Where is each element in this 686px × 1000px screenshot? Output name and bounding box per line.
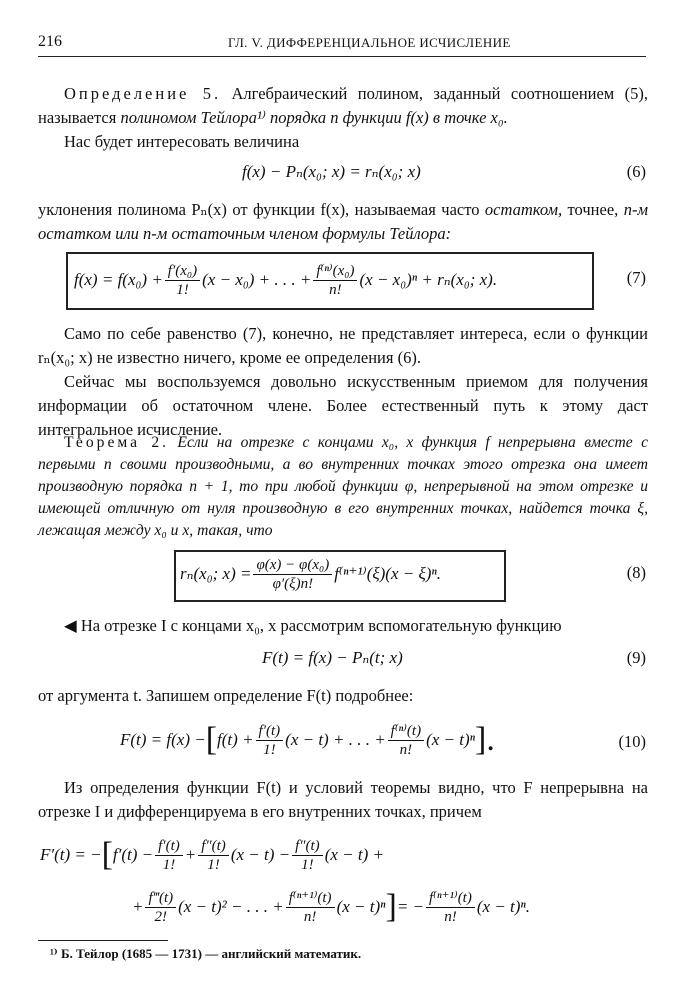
para-self: Само по себе равенство (7), конечно, не представляет интереса, если о функции rₙ(x₀; x) не известно ничего, кроме ее определения (6). (38, 324, 648, 367)
equation-7 (74, 258, 497, 302)
eq10-tail: (x − t)ⁿ (426, 730, 476, 749)
eq8-frac-num: φ(x) − φ(x₀) (253, 556, 332, 575)
para-method: Сейчас мы воспользуемся довольно искусственным приемом для получения информации об остаточном члене. Более естественный путь к этому даст интегральное исчисление. (38, 372, 648, 439)
deviation-italic-2: n-м остатком или n-м остаточным членом формулы Тейлора: (38, 200, 648, 243)
running-header (38, 30, 646, 57)
eq7-frac2-den: n! (329, 281, 342, 298)
deviation-italic-1: остатком, (484, 200, 563, 219)
footnote-rule (38, 940, 168, 941)
eq11-f1-den: 1! (162, 856, 176, 873)
eq7-fraction-2 (313, 262, 357, 299)
eq11-fraction-2 (198, 837, 229, 874)
eq11-line2-a: + (132, 897, 144, 916)
eq11-f4-num: f‴(t) (145, 889, 176, 908)
equation-10-number: (10) (618, 732, 646, 751)
eq11-f4-den: 2! (154, 908, 168, 925)
eq11-fraction-4 (145, 889, 176, 926)
eq11-line1-a: f′(t) − (112, 845, 154, 864)
eq11-f3-den: 1! (301, 856, 314, 873)
deviation-text-1: уклонения полинома Pₙ(x) от функции f(x), называемая часто (38, 200, 485, 219)
para-argument: от аргумента t. Запишем определение F(t) подробнее: (38, 686, 414, 705)
eq11-f5-den: n! (303, 908, 317, 925)
eq7-fraction-1 (165, 262, 200, 299)
definition-text: Алгебраический полином, заданный соотношением (5), называется (38, 84, 648, 127)
eq10-lhs: F(t) = f(x) − (120, 730, 206, 749)
theorem-2 (38, 432, 648, 542)
eq10-fraction-1 (256, 722, 284, 759)
definition-label: Определение 5. (64, 84, 222, 103)
eq11-line1-b: + (184, 845, 197, 864)
eq10-frac2-num: f⁽ⁿ⁾(t) (388, 722, 424, 741)
eq7-frac1-num: f′(x₀) (165, 262, 200, 281)
eq7-frac2-num: f⁽ⁿ⁾(x₀) (313, 262, 357, 281)
equation-7-number: (7) (626, 268, 646, 287)
eq10-mid: (x − t) + . . . + (285, 730, 386, 749)
para-interest: Нас будет интересовать величина (64, 132, 300, 151)
eq10-frac1-den: 1! (263, 741, 276, 758)
equation-10: F(t) = f(x) − [ f(t) + $\frac{f'(t)}{1!}$ (x − t) + . . . + $\frac{\text{f⁽ⁿ⁾(t)}}{n!}$ (x − t)ⁿ ]. (120, 721, 495, 758)
equation-9: F(t) = f(x) − Pₙ(t; x) (262, 648, 403, 667)
definition-5 (38, 82, 648, 130)
footnote: ¹⁾ Б. Тейлор (1685 — 1731) — английский математик. (50, 946, 362, 961)
eq8-frac-den: φ′(ξ)n! (272, 575, 314, 592)
definition-italic: полиномом Тейлора¹⁾ порядка n функции f(x) в точке x₀. (120, 108, 508, 127)
eq10-frac2-den: n! (399, 741, 413, 758)
theorem-label: Теорема 2. (64, 434, 170, 451)
eq11-f2-num: f″(t) (198, 837, 229, 856)
eq7-frac1-den: 1! (176, 281, 189, 298)
eq8-tail: f⁽ⁿ⁺¹⁾(ξ)(x − ξ)ⁿ. (334, 564, 442, 583)
para-deviation (38, 198, 648, 246)
theorem-text: Если на отрезке с концами x₀, x функция f непрерывна вместе с первыми n своими производными, а во внутренних точках этого отрезка она имеет производную порядка n + 1, то при любой функции φ, непрерывной на этом отрезке и имеющей отличную от нуля производную в его внутренних точках, найдется точка ξ, лежащая между x₀ и x, такая, что (38, 434, 648, 539)
equation-6-number: (6) (626, 162, 646, 181)
eq8-lhs: rₙ(x₀; x) = (180, 564, 252, 583)
eq11-f6-num: f⁽ⁿ⁺¹⁾(t) (426, 889, 475, 908)
eq10-fraction-2 (388, 722, 424, 759)
deviation-text-2: точнее, (562, 200, 624, 219)
eq7-mid: (x − x₀) + . . . + (202, 270, 312, 289)
eq11-line1-c: (x − t) − (230, 845, 291, 864)
eq11-f6-den: n! (444, 908, 457, 925)
eq11-line1-d: (x − t) + (324, 845, 384, 864)
eq11-fraction-5 (286, 889, 335, 926)
para-from-definition: Из определения функции F(t) и условий теоремы видно, что F непрерывна на отрезке I и дифференцируема в его внутренних точках, причем (38, 778, 648, 821)
eq10-frac1-num: f′(t) (256, 722, 284, 741)
eq11-fraction-6 (426, 889, 475, 926)
eq11-fraction-1 (155, 837, 183, 874)
eq11-line2-d: = − (396, 897, 425, 916)
eq11-f5-num: f⁽ⁿ⁺¹⁾(t) (286, 889, 335, 908)
eq8-fraction (253, 556, 332, 593)
equation-11-line-2: + $\frac{f‴(t)}{2!}$ (x − t)² − . . . + $\frac{\text{f⁽ⁿ⁺¹⁾(t)}}{n!}$ (x − t)ⁿ ] = − $\frac{\text{f⁽ⁿ⁺¹⁾(t)}}{n!}$ (x − t)ⁿ. (132, 888, 531, 925)
eq11-line2-e: (x − t)ⁿ. (476, 897, 531, 916)
eq11-line2-b: (x − t)² − . . . + (178, 897, 284, 916)
equation-11-line-1: F′(t) = − [ f′(t) − $\frac{f'(t)}{1!}$ + $\frac{f''(t)}{1!}$ (x − t) − $\frac{f''(t)}{1!}$ (x − t) + (40, 836, 384, 873)
eq11-f1-num: f′(t) (155, 837, 183, 856)
eq11-lhs: F′(t) = − (40, 845, 102, 864)
eq11-f3-num: f″(t) (292, 837, 323, 856)
equation-9-number: (9) (626, 648, 646, 667)
equation-8-number: (8) (626, 563, 646, 582)
page-number: 216 (38, 33, 62, 50)
eq11-fraction-3 (292, 837, 323, 874)
eq7-tail: (x − x₀)ⁿ + rₙ(x₀; x). (359, 270, 498, 289)
eq10-part1: f(t) + (217, 730, 254, 749)
equation-8 (180, 553, 441, 595)
equation-6: f(x) − Pₙ(x₀; x) = rₙ(x₀; x) (242, 162, 421, 181)
eq11-line2-c: (x − t)ⁿ (336, 897, 386, 916)
eq11-f2-den: 1! (207, 856, 220, 873)
eq7-lhs: f(x) = f(x₀) + (74, 270, 163, 289)
chapter-title: ГЛ. V. ДИФФЕРЕНЦИАЛЬНОЕ ИСЧИСЛЕНИЕ (228, 35, 511, 50)
para-proof: ◀ На отрезке I с концами x₀, x рассмотрим вспомогательную функцию (64, 616, 562, 635)
